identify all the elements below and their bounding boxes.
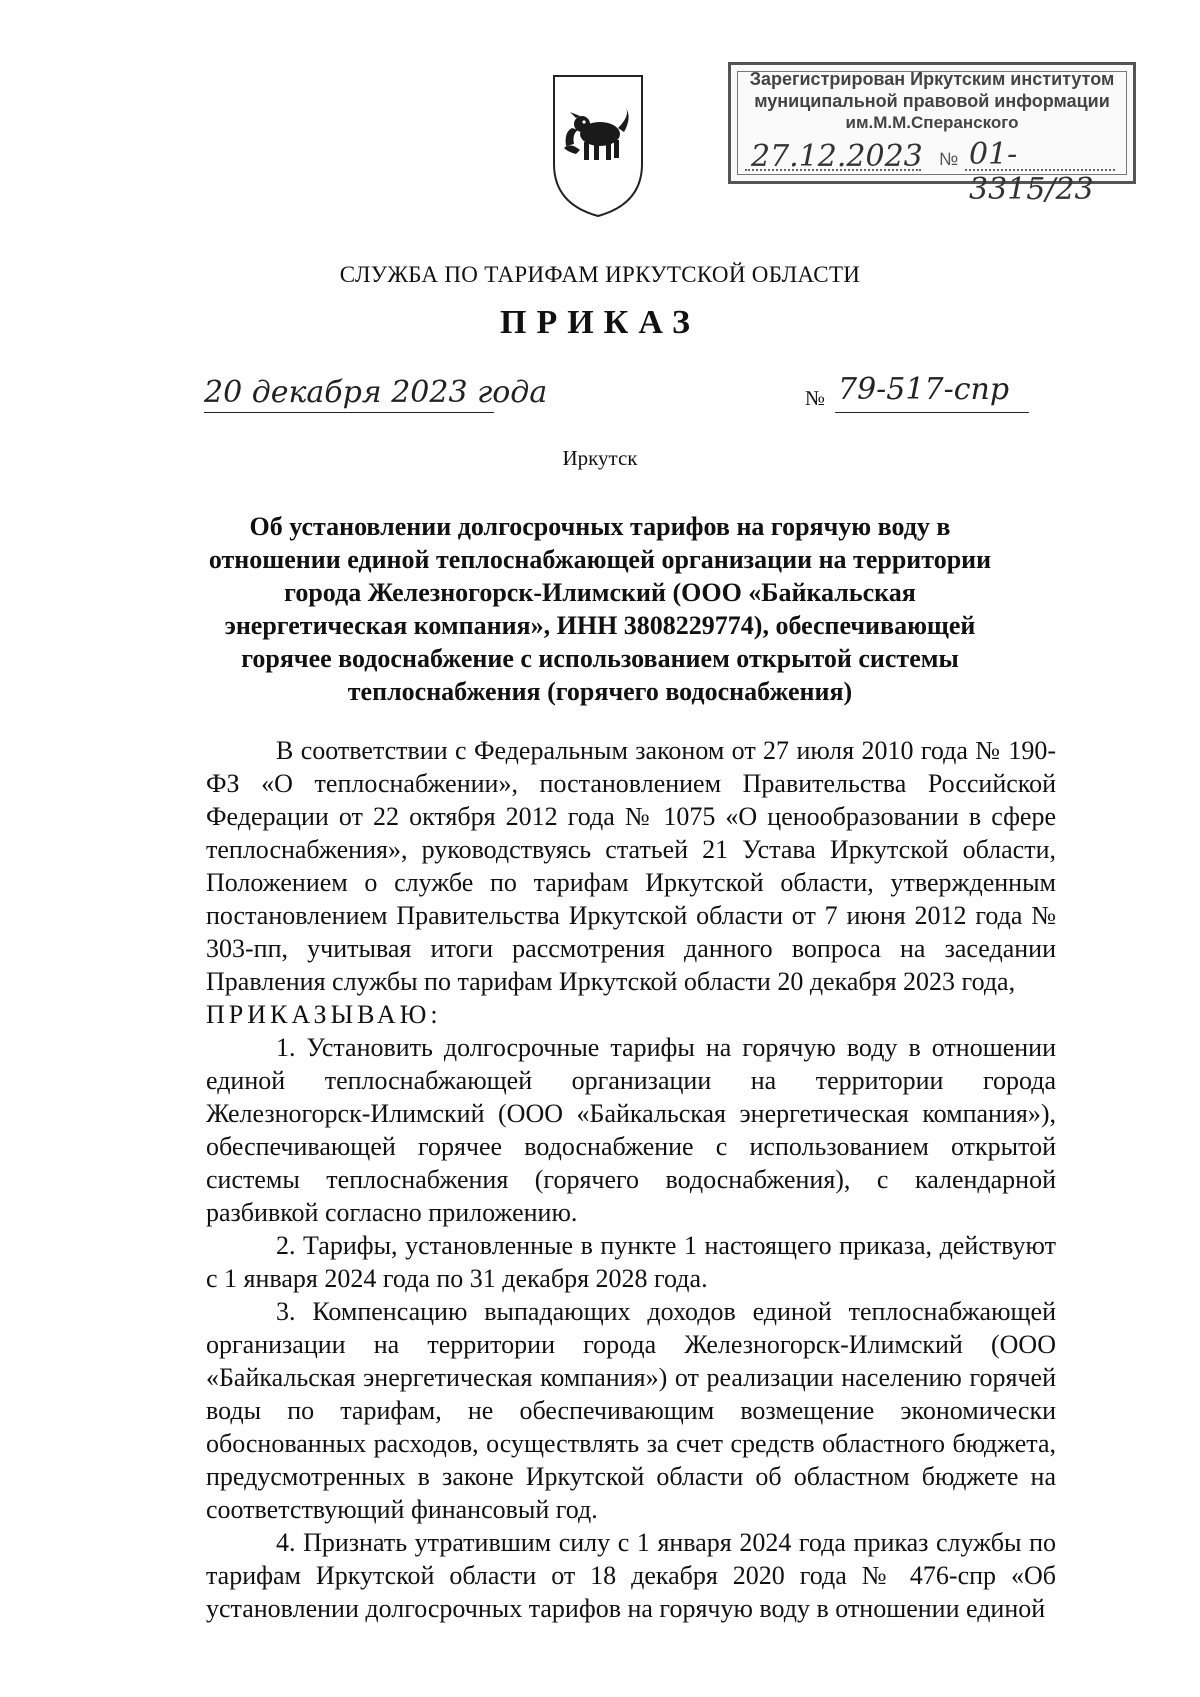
stamp-text-line-2: муниципальной правовой информации [754,91,1110,111]
registration-stamp [728,62,1136,207]
number-underline [835,412,1029,413]
order-item-1: 1. Установить долгосрочные тарифы на горячую воду в отношении единой теплоснабжающей организации на территории города Железногорск-Илимский (ООО «Байкальская энергетическая компания»), обеспечивающей горячее водоснабжение с использованием открытой системы теплоснабжения (горячего водоснабжения), с календарной разбивкой согласно приложению. [206,1033,1056,1227]
date-underline [204,412,494,413]
city-name: Иркутск [562,446,638,470]
handwritten-order-number: 79-517-спр [838,372,1010,407]
order-item-4: 4. Признать утратившим силу с 1 января 2024 года приказ службы по тарифам Иркутской области от 18 декабря 2020 года № 476-спр «Об установлении долгосрочных тарифов на горячую воду в отношении единой [206,1528,1056,1623]
order-word: ПРИКАЗЫВАЮ: [206,1000,442,1029]
stamp-registration-number: 01-3315/23 [969,137,1094,207]
order-item-3: 3. Компенсацию выпадающих доходов единой теплоснабжающей организации на территории города Железногорск-Илимский (ООО «Байкальская энергетическая компания») от реализации населению горячей воды по тарифам, не обеспечивающим возмещение экономически обоснованных расходов, осуществлять за счет средств областного бюджета, предусмотренных в законе Иркутской области об областном бюджете на соответствующий финансовый год. [206,1297,1056,1524]
document-body [206,734,1056,1625]
order-item-2: 2. Тарифы, установленные в пункте 1 настоящего приказа, действуют с 1 января 2024 года по 31 декабря 2028 года. [206,1231,1056,1293]
handwritten-date: 20 декабря 2023 года [204,375,548,410]
preamble-paragraph: В соответствии с Федеральным законом от 27 июля 2010 года № 190-ФЗ «О теплоснабжении», постановлением Правительства Российской Федерации от 22 октября 2012 года № 1075 «О ценообразовании в сфере теплоснабжения», руководствуясь статьей 21 Устава Иркутской области, Положением о службе по тарифам Иркутской области, утвержденным постановлением Правительства Иркутской области от 7 июня 2012 года № 303-пп, учитывая итоги рассмотрения данного вопроса на заседании Правления службы по тарифам Иркутской области 20 декабря 2023 года, [206,736,1056,996]
stamp-text-line-3: им.М.М.Сперанского [845,113,1019,132]
irkutsk-coat-of-arms-emblem [550,72,646,220]
stamp-text-line-1: Зарегистрирован Иркутским институтом [749,69,1115,89]
order-number-label: № [805,386,826,410]
document-title: Об установлении долгосрочных тарифов на горячую воду в отношении единой теплоснабжающей организации на территории города Железногорск-Илимский (ООО «Байкальская энергетическая компания», ИНН 3808229774), обеспечивающей горячее водоснабжение с использованием открытой системы теплоснабжения (горячего водоснабжения) [208,512,992,706]
document-type-heading: ПРИКАЗ [500,304,700,341]
stamp-registration-date: 27.12.2023 [751,139,923,174]
stamp-date-underline [745,169,921,171]
stamp-number-label: № [939,149,959,169]
stamp-number-underline [965,169,1115,171]
agency-name: СЛУЖБА ПО ТАРИФАМ ИРКУТСКОЙ ОБЛАСТИ [339,262,861,287]
